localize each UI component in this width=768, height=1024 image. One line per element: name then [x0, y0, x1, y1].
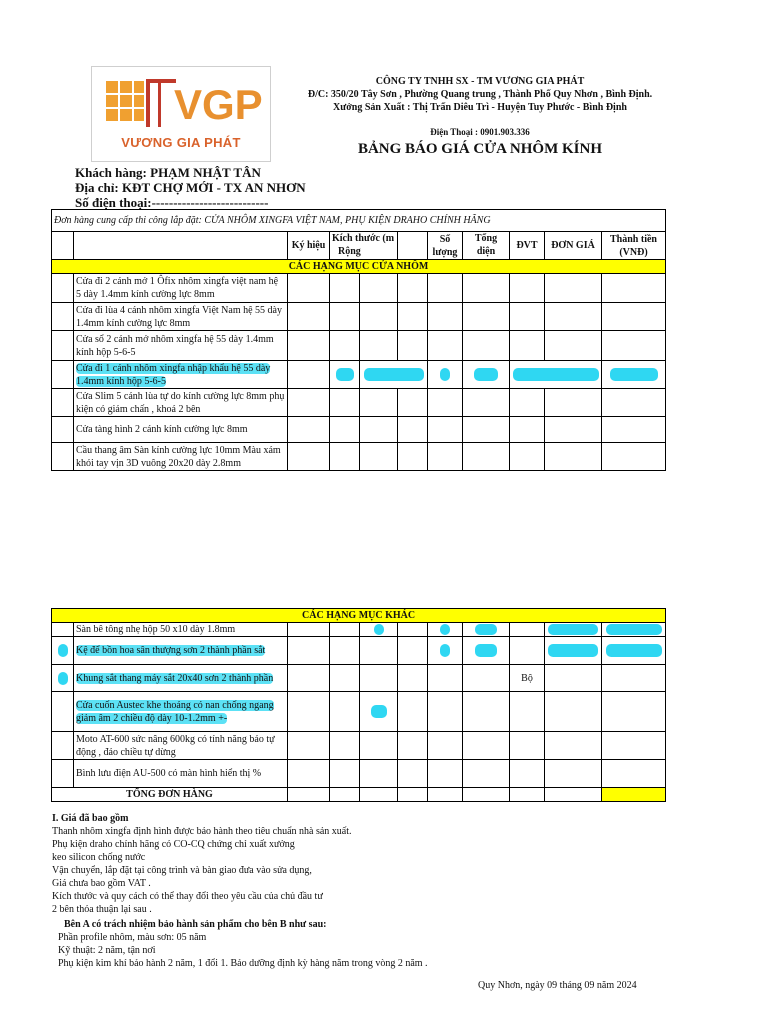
table-row-highlighted	[52, 637, 666, 665]
note-line: Kích thước và quy cách có thể thay đổi theo yêu cầu của chủ đầu tư	[52, 891, 323, 902]
row-desc: Cửa đi 1 cánh nhôm xingfa nhập khẩu hệ 55 dày 1.4mm kính hộp 5-6-5	[74, 361, 288, 389]
note-line: 2 bên thỏa thuận lại sau .	[52, 904, 152, 915]
highlight-mark	[513, 368, 599, 381]
highlight-mark	[364, 368, 424, 381]
row-unit: Bộ	[510, 665, 545, 692]
table-row	[52, 760, 666, 788]
notes-heading: I. Giá đã bao gồm	[52, 813, 129, 824]
row-desc: Cầu thang âm Sàn kính cường lực 10mm Màu xám khói tay vịn 3D vuông 20x20 dày 2.8mm	[74, 443, 288, 471]
row-desc: Cửa sổ 2 cánh mở nhôm xingfa hệ 55 dày 1.4mm kính hộp 5-6-5	[74, 331, 288, 361]
note-line: Vận chuyển, lắp đặt tại công trình và bàn giao đưa vào sửa dụng,	[52, 865, 312, 876]
warranty-line: Phần profile nhôm, màu sơn: 05 năm	[58, 932, 207, 943]
highlight-mark	[610, 368, 658, 381]
company-name: CÔNG TY TNHH SX - TM VƯƠNG GIA PHÁT	[375, 76, 585, 87]
company-phone: Điện Thoại : 0901.903.336	[430, 127, 530, 137]
table-row	[52, 623, 666, 637]
section-other: CÁC HẠNG MỤC KHÁC	[52, 609, 666, 623]
table-row	[52, 389, 666, 417]
note-line: keo silicon chống nước	[52, 852, 146, 863]
quote-table-other	[51, 608, 666, 802]
note-line: Thanh nhôm xingfa định hình được bảo hành theo tiêu chuẩn nhà sản xuất.	[52, 826, 352, 837]
row-desc: Bình lưu điện AU-500 có màn hình hiển thị %	[74, 760, 288, 788]
customer-address: Địa chỉ: KĐT CHỢ MỚI - TX AN NHƠN	[75, 180, 306, 195]
row-desc: Moto AT-600 sức nâng 600kg có tính năng bảo tự động , đảo chiều tự dừng	[74, 732, 288, 760]
table-row	[52, 303, 666, 331]
highlight-mark	[440, 368, 450, 381]
row-desc: Cửa đi lùa 4 cánh nhôm xingfa Việt Nam hệ 55 dày 1.4mm kính cường lực 8mm	[74, 303, 288, 331]
notes-block	[52, 812, 428, 970]
row-desc: Sàn bê tông nhẹ hộp 50 x10 dày 1.8mm	[74, 623, 288, 637]
table-row-highlighted	[52, 665, 666, 692]
col-size: Kích thước (m Rộng	[330, 232, 398, 260]
col-qty: Số lượng	[428, 232, 463, 260]
warranty-line: Phụ kiện kim khí bảo hành 2 năm, 1 đổi 1. Bảo dưỡng định kỳ hàng năm trong vòng 2 năm .	[58, 958, 428, 969]
table-row	[52, 331, 666, 361]
highlight-mark	[336, 368, 354, 381]
section-doors: CÁC HẠNG MỤC CỬA NHÔM	[52, 260, 666, 274]
note-line: Phụ kiện draho chính hãng có CO-CQ chứng chỉ xuất xưởng	[52, 839, 295, 850]
svg-text:VGP: VGP	[174, 81, 263, 128]
table-row-highlighted	[52, 361, 666, 389]
quote-table-doors	[51, 209, 666, 471]
logo-mark-icon	[92, 67, 270, 137]
total-label: TỔNG ĐƠN HÀNG	[52, 788, 288, 802]
col-unit: ĐVT	[510, 232, 545, 260]
table-row	[52, 443, 666, 471]
table-header-row	[52, 232, 666, 260]
row-desc: Kệ để bồn hoa sân thượng sơn 2 thành phần sắt	[74, 637, 288, 665]
company-address: Đ/C: 350/20 Tây Sơn , Phường Quang trung , Thành Phố Quy Nhơn , Bình Định.	[307, 89, 653, 100]
table-row-highlighted	[52, 692, 666, 732]
company-logo	[91, 66, 271, 162]
col-area: Tổng diện	[463, 232, 510, 260]
row-desc: Cửa cuốn Austec khe thoáng có nan chống ngang giảm âm 2 chiều độ dày 10-1.2mm +-	[74, 692, 288, 732]
table-row	[52, 417, 666, 443]
row-desc: Cửa tàng hình 2 cánh kính cường lực 8mm	[74, 417, 288, 443]
order-note: Đơn hàng cung cấp thi công lắp đặt: CỬA NHÔM XINGFA VIỆT NAM, PHỤ KIỆN DRAHO CHÍNH HÃNG	[52, 210, 666, 232]
warranty-line: Kỹ thuật: 2 năm, tận nơi	[58, 945, 156, 956]
note-line: Giá chưa bao gồm VAT .	[52, 878, 151, 889]
row-desc: Khung sắt thang máy sắt 20x40 sơn 2 thành phần	[74, 665, 288, 692]
total-value	[602, 788, 666, 802]
logo-brand-text: VƯƠNG GIA PHÁT	[121, 135, 241, 150]
col-price: ĐƠN GIÁ	[545, 232, 602, 260]
table-row	[52, 274, 666, 303]
document-title: BẢNG BÁO GIÁ CỬA NHÔM KÍNH	[357, 141, 603, 157]
row-desc: Cửa đi 2 cánh mở 1 Ôfix nhôm xingfa việt nam hệ 5 dày 1.4mm kính cường lực 8mm	[74, 274, 288, 303]
company-workshop: Xưởng Sản Xuất : Thị Trấn Diêu Trì - Huyện Tuy Phước - Bình Định	[333, 102, 627, 113]
col-symbol: Ký hiệu	[288, 232, 330, 260]
table-row	[52, 732, 666, 760]
row-desc: Cửa Slim 5 cánh lùa tự do kính cường lực 8mm phụ kiện có giảm chấn , khoá 2 bên	[74, 389, 288, 417]
customer-name: Khách hàng: PHẠM NHẬT TÂN	[75, 165, 261, 180]
warranty-heading: Bên A có trách nhiệm bảo hành sản phẩm cho bên B như sau:	[64, 919, 327, 930]
customer-phone: Số điện thoại:---------------------------	[75, 195, 269, 210]
highlight-mark	[474, 368, 498, 381]
total-row	[52, 788, 666, 802]
signature-date: Quy Nhơn, ngày 09 tháng 09 năm 2024	[478, 980, 637, 991]
col-total: Thành tiền (VNĐ)	[602, 232, 666, 260]
